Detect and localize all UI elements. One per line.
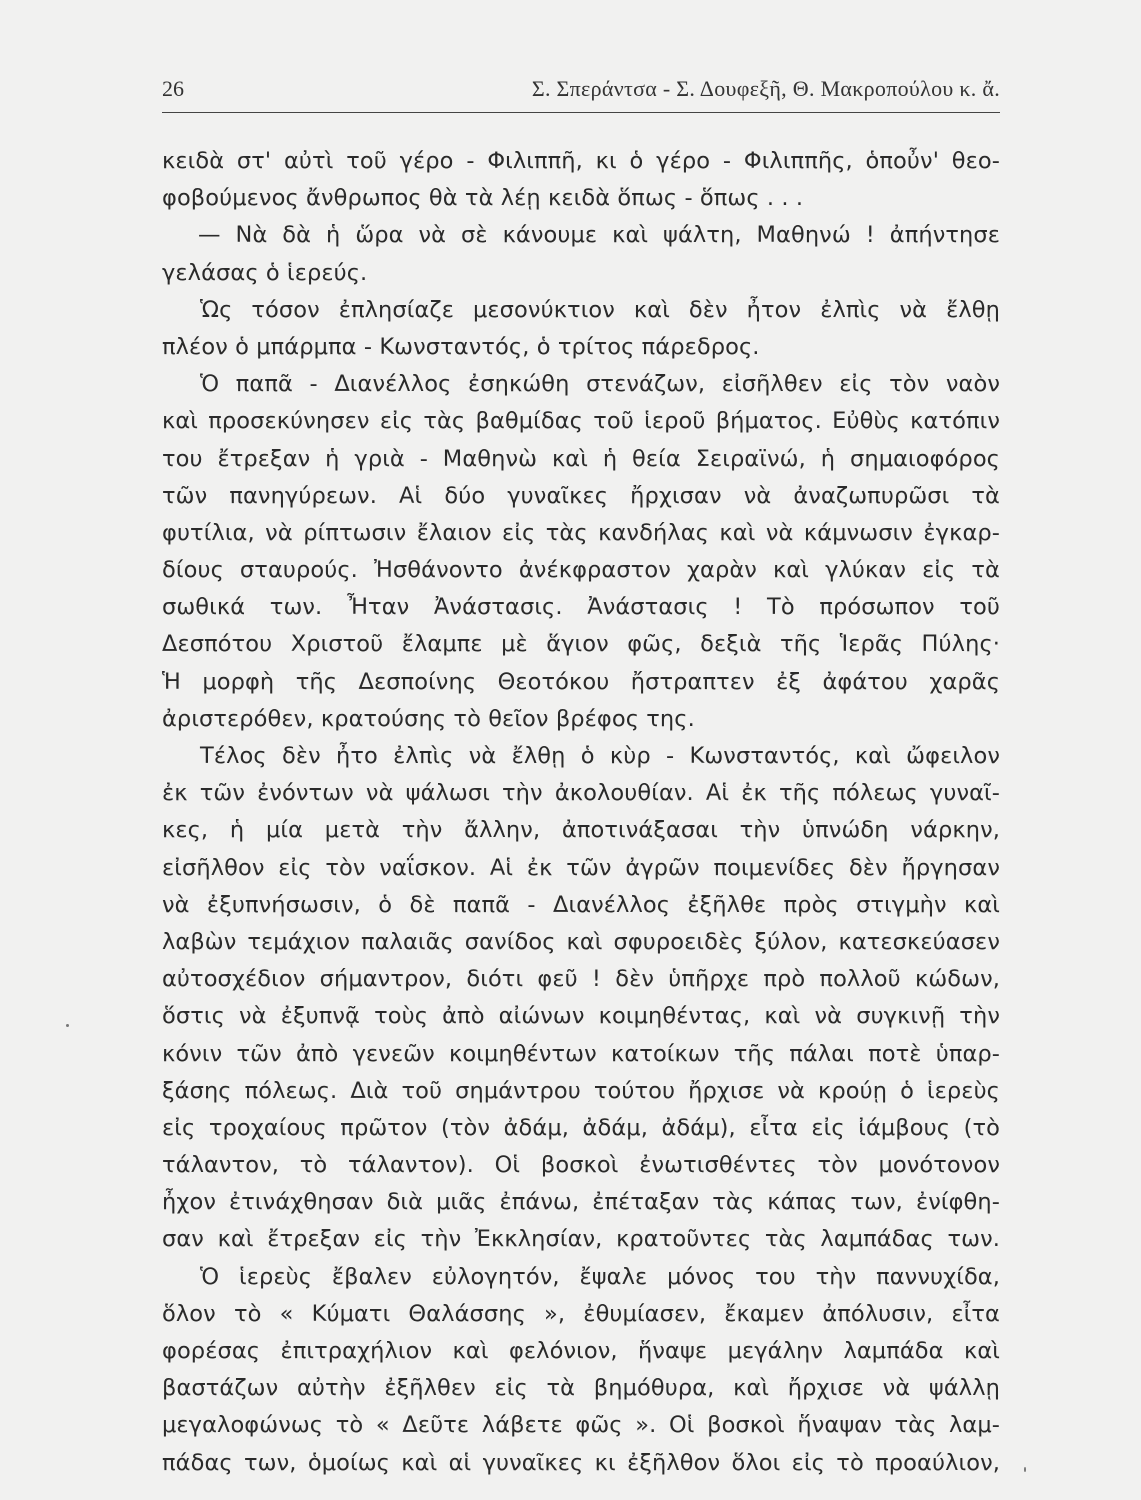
text-line: σωθικά των. Ἦταν Ἀνάστασις. Ἀνάστασις ! Τὸ πρόσωπον τοῦ [162, 594, 1000, 621]
text-line: μεγαλοφώνως τὸ « Δεῦτε λάβετε φῶς ». Οἱ βοσκοὶ ἥναψαν τὰς λαμ- [162, 1412, 1000, 1439]
text-line: τάλαντον, τὸ τάλαντον). Οἱ βοσκοὶ ἐνωτισθέντες τὸν μονότονον [162, 1152, 1000, 1179]
scan-speck [1024, 1467, 1026, 1472]
running-head [162, 72, 1000, 113]
text-line: σαν καὶ ἔτρεξαν εἰς τὴν Ἐκκλησίαν, κρατοῦντες τὰς λαμπάδας των. [162, 1226, 1000, 1253]
text-line: αὐτοσχέδιον σήμαντρον, διότι φεῦ ! δὲν ὑπῆρχε πρὸ πολλοῦ κώδων, [162, 966, 1000, 993]
text-line: ξάσης πόλεως. Διὰ τοῦ σημάντρου τούτου ἤρχισε νὰ κρούῃ ὁ ἱερεὺς [162, 1077, 1000, 1104]
text-line: ἦχον ἐτινάχθησαν διὰ μιᾶς ἐπάνω, ἐπέταξαν τὰς κάπας των, ἐνίφθη- [162, 1189, 1000, 1216]
text-line: κόνιν τῶν ἀπὸ γενεῶν κοιμηθέντων κατοίκων τῆς πάλαι ποτὲ ὑπαρ- [162, 1040, 1000, 1067]
text-line: εἰς τροχαίους πρῶτον (τὸν ἀδάμ, ἀδάμ, ἀδάμ), εἶτα εἰς ἰάμβους (τὸ [162, 1114, 1000, 1141]
body-text [162, 143, 1000, 1482]
text-line: λαβὼν τεμάχιον παλαιᾶς σανίδος καὶ σφυροειδὲς ξύλον, κατεσκεύασεν [162, 928, 1000, 955]
text-line: φυτίλια, νὰ ρίπτωσιν ἔλαιον εἰς τὰς κανδήλας καὶ νὰ κάμνωσιν ἐγκαρ- [162, 519, 1000, 546]
text-line: τῶν πανηγύρεων. Αἱ δύο γυναῖκες ἤρχισαν νὰ ἀναζωπυρῶσι τὰ [162, 482, 1000, 509]
text-line: κειδὰ στ' αὐτὶ τοῦ γέρο - Φιλιππῆ, κι ὁ γέρο - Φιλιππῆς, ὁποὖν' θεο- [162, 148, 1000, 174]
text-line: Δεσπότου Χριστοῦ ἔλαμπε μὲ ἅγιον φῶς, δεξιὰ τῆς Ἱερᾶς Πύλης· [162, 631, 1000, 658]
text-line: κες, ἡ μία μετὰ τὴν ἄλλην, ἀποτινάξασαι τὴν ὑπνώδη νάρκην, [162, 817, 1000, 844]
text-line: νὰ ἐξυπνήσωσιν, ὁ δὲ παπᾶ - Διανέλλος ἐξῆλθε πρὸς στιγμὴν καὶ [162, 891, 1000, 918]
text-line: γελάσας ὁ ἱερεύς. [162, 259, 368, 286]
text-line: του ἔτρεξαν ἡ γριὰ - Μαθηνὼ καὶ ἡ θεία Σειραϊνώ, ἡ σημαιοφόρος [162, 445, 1000, 472]
text-line: — Νὰ δὰ ἡ ὥρα νὰ σὲ κάνουμε καὶ ψάλτη, Μαθηνώ ! ἀπήντησε [198, 222, 1000, 249]
scan-speck [66, 1024, 69, 1027]
text-line: Ὁ παπᾶ - Διανέλλος ἐσηκώθη στενάζων, εἰσῆλθεν εἰς τὸν ναὸν [200, 371, 1000, 398]
text-line: ἐκ τῶν ἐνόντων νὰ ψάλωσι τὴν ἀκολουθίαν. Αἱ ἐκ τῆς πόλεως γυναῖ- [162, 780, 1000, 807]
text-line: βαστάζων αὐτὴν ἐξῆλθεν εἰς τὰ βημόθυρα, καὶ ἤρχισε νὰ ψάλλῃ [162, 1375, 1000, 1402]
text-line: Ἡ μορφὴ τῆς Δεσποίνης Θεοτόκου ἤστραπτεν ἐξ ἀφάτου χαρᾶς [162, 668, 1000, 695]
text-line: καὶ προσεκύνησεν εἰς τὰς βαθμίδας τοῦ ἱεροῦ βήματος. Εὐθὺς κατόπιν [162, 408, 1000, 435]
text-line: εἰσῆλθον εἰς τὸν ναΐσκον. Αἱ ἐκ τῶν ἀγρῶν ποιμενίδες δὲν ἤργησαν [162, 854, 1000, 881]
text-line: Ὁ ἱερεὺς ἔβαλεν εὐλογητόν, ἔψαλε μόνος του τὴν παννυχίδα, [200, 1263, 1000, 1290]
text-line: Ὡς τόσον ἐπλησίαζε μεσονύκτιον καὶ δὲν ἦτον ἐλπὶς νὰ ἔλθῃ [200, 296, 1000, 323]
running-head-authors: Σ. Σπεράντσα - Σ. Δουφεξῆ, Θ. Μακροπούλου κ. ἄ. [531, 76, 1000, 101]
text-line: πλέον ὁ μπάρμπα - Κωνσταντός, ὁ τρίτος πάρεδρος. [162, 333, 760, 360]
page-number: 26 [162, 76, 184, 101]
text-line: δίους σταυρούς. Ἠσθάνοντο ἀνέκφραστον χαρὰν καὶ γλύκαν εἰς τὰ [162, 557, 1000, 584]
text-line: ὅλον τὸ « Κύματι Θαλάσσης », ἐθυμίασεν, ἔκαμεν ἀπόλυσιν, εἶτα [162, 1300, 1000, 1327]
text-line: Τέλος δὲν ἦτο ἐλπὶς νὰ ἔλθῃ ὁ κὺρ - Κωνσταντός, καὶ ὤφειλον [200, 743, 1000, 769]
text-line: ὅστις νὰ ἐξυπνᾷ τοὺς ἀπὸ αἰώνων κοιμηθέντας, καὶ νὰ συγκινῇ τὴν [162, 1003, 1000, 1030]
text-line: ἀριστερόθεν, κρατούσης τὸ θεῖον βρέφος της. [162, 705, 695, 732]
text-line: φορέσας ἐπιτραχήλιον καὶ φελόνιον, ἥναψε μεγάλην λαμπάδα καὶ [162, 1338, 1000, 1364]
text-line: φοβούμενος ἄνθρωπος θὰ τὰ λέῃ κειδὰ ὅπως - ὅπως . . . [162, 185, 804, 212]
text-line: πάδας των, ὁμοίως καὶ αἱ γυναῖκες κι ἐξῆλθον ὅλοι εἰς τὸ προαύλιον, [162, 1449, 1000, 1476]
